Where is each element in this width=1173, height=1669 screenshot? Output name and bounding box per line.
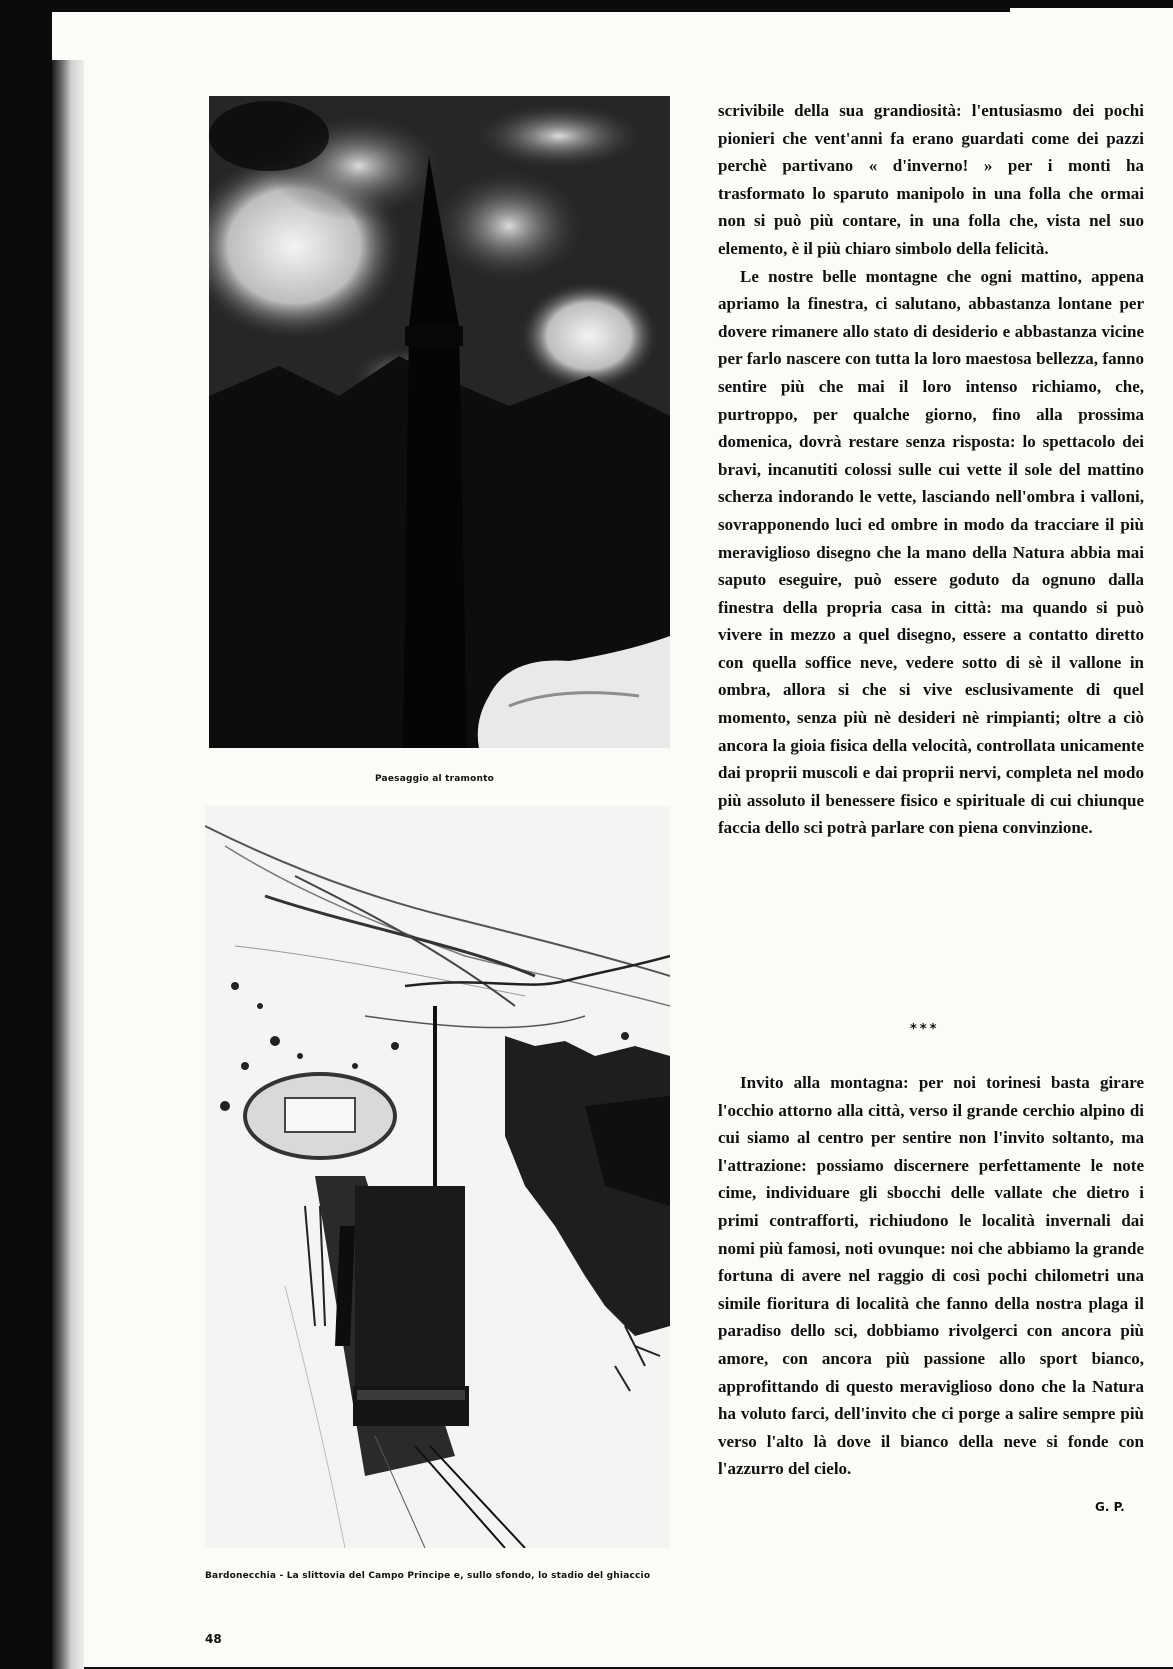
scan-top-border	[0, 0, 1173, 12]
author-signature: G. P.	[1095, 1500, 1125, 1514]
scan-left-border	[0, 0, 52, 1669]
article-paragraph-1: scrivibile della sua grandiosità: l'entusiasmo dei pochi pionieri che vent'anni fa erano guardati come dei pazzi perchè partivano « d'inverno! » per i monti ha trasformato lo sparuto manipolo in una folla che ormai non si può più contare, in una folla che, vista nel suo elemento, è il più chiaro simbolo della felicità.	[718, 101, 1144, 258]
article-paragraph-3: Invito alla montagna: per noi torinesi basta girare l'occhio attorno alla città, verso il grande cerchio alpino di cui siamo al centro per sentire non l'invito soltanto, ma l'attrazione: possiamo discernere perfettamente le note cime, individuare gli sbocchi delle vallate che dietro i primi contrafforti, richiudono le località invernali dai nomi più famosi, noti ovunque: noi che abbiamo la grande fortuna di avere nel raggio di così pochi chilometri una simile fioritura di località che fanno della nostra plaga il paradiso dello sci, dobbiamo rivolgerci con ancora più amore, con ancora più passione allo sport bianco, approfittando di questo meraviglioso dono che la Natura ha voluto farci, dell'invito che ci porge a salire sempre più verso l'alto là dove il bianco della neve si fonde con l'azzurro del cielo.	[718, 1073, 1144, 1479]
bottom-photo-caption: Bardonecchia - La slittovia del Campo Principe e, sullo sfondo, lo stadio del ghiaccio	[205, 1571, 651, 1581]
sunset-landscape-photo	[209, 96, 670, 748]
top-photo-caption: Paesaggio al tramonto	[375, 774, 495, 784]
article-column-continued	[718, 1069, 1144, 1483]
section-separator: ***	[910, 1022, 940, 1037]
page-number: 48	[205, 1632, 222, 1646]
article-paragraph-2: Le nostre belle montagne che ogni mattino, appena apriamo la finestra, ci salutano, abbastanza lontane per dovere rimanere allo stato di desiderio e abbastanza vicine per farlo nascere con tutta la loro maestosa bellezza, fanno sentire più che mai il loro intenso richiamo, che, purtroppo, per qualche giorno, fino alla prossima domenica, dovrà restare senza risposta: lo spettacolo dei bravi, incanutiti colossi sulle cui vette il sole del mattino scherza indorando le vette, lasciando nell'ombra i valloni, sovrapponendo luci ed ombre in modo da tracciare il più meraviglioso disegno che la mano della Natura abbia mai saputo eseguire, può essere goduto da ognuno dalla finestra della propria casa in città: ma quando si può vivere in mezzo a quel disegno, essere a contatto diretto con quella soffice neve, vedere sotto di sè il vallone in ombra, allora si che si vive esclusivamente di quel momento, senza più nè desideri nè rimpianti; oltre a ciò ancora la gioia fisica della velocità, controllata unicamente dai proprii muscoli e dai proprii nervi, completa nel modo più assoluto il benessere fisico e spirituale di cui chiunque faccia dello sci potrà parlare con piena convinzione.	[718, 266, 1144, 838]
page-spine-shadow	[52, 60, 84, 1669]
scan-corner	[1010, 8, 1173, 38]
bardonecchia-sled-lift-photo	[205, 806, 670, 1548]
article-column	[718, 97, 1144, 842]
